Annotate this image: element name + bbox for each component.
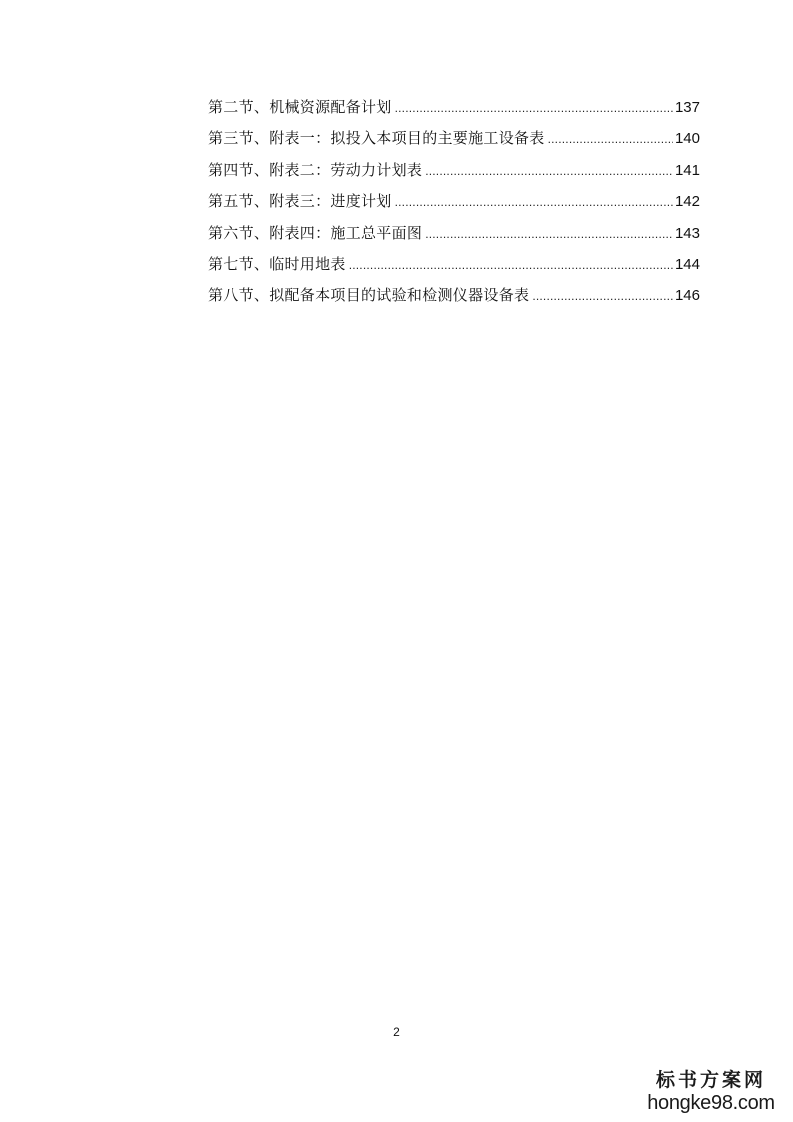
toc-entry-title[interactable]: 第四节、附表二：劳动力计划表 bbox=[208, 160, 423, 179]
toc-entry-title[interactable]: 第七节、临时用地表 bbox=[208, 254, 346, 273]
toc-entry-title[interactable]: 第六节、附表四：施工总平面图 bbox=[208, 223, 423, 242]
toc-entry-title[interactable]: 第五节、附表三：进度计划 bbox=[208, 192, 392, 211]
toc-entry-page[interactable]: 144 bbox=[674, 255, 700, 273]
toc-entry[interactable] bbox=[208, 280, 700, 311]
toc-entry-title[interactable]: 第三节、附表一：拟投入本项目的主要施工设备表 bbox=[208, 129, 545, 148]
toc-dot-leader bbox=[425, 219, 673, 250]
watermark-site-name: 标书方案网 bbox=[655, 1069, 766, 1091]
watermark-logo bbox=[641, 1068, 781, 1114]
toc-dot-leader bbox=[532, 281, 673, 312]
toc-dot-leader bbox=[395, 187, 673, 218]
toc-entry-page[interactable]: 137 bbox=[674, 99, 700, 116]
toc-entry-page[interactable]: 140 bbox=[674, 130, 700, 148]
toc-dot-leader bbox=[425, 156, 673, 187]
toc-dot-leader bbox=[548, 124, 673, 155]
toc-entry[interactable] bbox=[208, 155, 700, 186]
toc-entry-page[interactable]: 142 bbox=[674, 193, 700, 211]
toc-entry-page[interactable]: 141 bbox=[674, 161, 700, 179]
watermark-url: hongke98.com bbox=[647, 1092, 775, 1114]
toc-entry-page[interactable]: 143 bbox=[674, 224, 700, 242]
toc-dot-leader bbox=[395, 93, 673, 124]
toc-entry[interactable] bbox=[208, 249, 700, 280]
toc-entry[interactable] bbox=[208, 186, 700, 217]
toc-dot-leader bbox=[349, 250, 673, 281]
page-number: 2 bbox=[393, 1025, 400, 1039]
toc-entry[interactable] bbox=[208, 218, 700, 249]
toc-entry-title[interactable]: 第二节、机械资源配备计划 bbox=[208, 98, 392, 116]
toc-entry-title[interactable]: 第八节、拟配备本项目的试验和检测仪器设备表 bbox=[208, 286, 530, 305]
toc-entry[interactable] bbox=[208, 123, 700, 154]
toc-entry-page[interactable]: 146 bbox=[674, 287, 700, 305]
toc-entry[interactable] bbox=[208, 92, 700, 123]
table-of-contents bbox=[208, 92, 700, 312]
